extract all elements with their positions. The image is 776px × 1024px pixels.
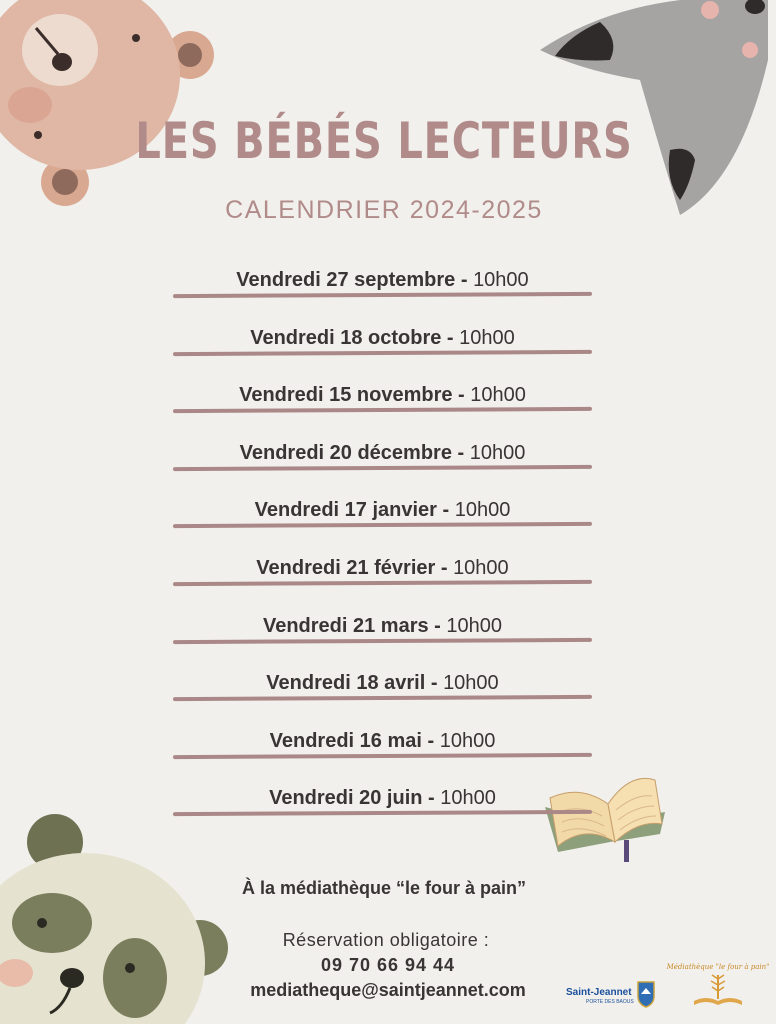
session-item	[165, 435, 600, 493]
session-date: Vendredi 17 janvier	[254, 499, 437, 522]
session-date: Vendredi 21 février	[256, 556, 436, 579]
session-date: Vendredi 16 mai	[269, 729, 422, 752]
library-logo	[666, 955, 770, 1013]
session-list	[165, 262, 600, 838]
session-separator: -	[451, 441, 470, 464]
session-item	[165, 492, 600, 550]
town-crest-icon	[636, 980, 656, 1008]
session-item	[165, 608, 600, 666]
session-item	[165, 262, 600, 320]
session-separator: -	[422, 787, 441, 810]
bear-illustration	[0, 0, 215, 210]
session-time: 10h00	[453, 556, 509, 579]
session-separator: -	[455, 269, 474, 291]
email-address[interactable]: mediatheque@saintjeannet.com	[250, 980, 526, 1000]
town-logo	[566, 972, 661, 1012]
session-separator: -	[452, 384, 471, 407]
session-date: Vendredi 15 novembre	[239, 384, 453, 407]
session-time: 10h00	[454, 499, 511, 522]
venue-text: À la médiathèque “le four à pain”	[241, 878, 527, 898]
session-time: 10h00	[470, 384, 526, 407]
reservation-label: Réservation obligatoire :	[282, 930, 490, 950]
session-item	[165, 377, 600, 435]
session-date: Vendredi 20 décembre	[239, 441, 452, 464]
page-title: LES BÉBÉS LECTEURS	[135, 112, 633, 170]
wheat-book-icon	[666, 955, 770, 1013]
phone-number[interactable]: 09 70 66 94 44	[320, 955, 456, 975]
session-date: Vendredi 27 septembre	[236, 269, 456, 291]
session-date: Vendredi 18 octobre	[250, 326, 442, 349]
session-date: Vendredi 21 mars	[262, 614, 429, 637]
library-logo-script: Médiathèque "le four à pain"	[666, 963, 770, 971]
session-item	[165, 723, 600, 781]
session-separator: -	[436, 499, 455, 522]
session-separator: -	[425, 672, 444, 695]
session-item	[165, 780, 600, 838]
town-logo-name: Saint-Jeannet	[566, 987, 632, 998]
session-time: 10h00	[469, 441, 526, 464]
session-separator: -	[441, 326, 460, 349]
page-subtitle: CALENDRIER 2024-2025	[225, 196, 543, 224]
session-item	[165, 665, 600, 723]
session-separator: -	[435, 556, 454, 579]
session-date: Vendredi 20 juin	[269, 787, 423, 810]
town-logo-tagline: PORTE DES BAOUS	[586, 999, 634, 1005]
session-item	[165, 320, 600, 378]
session-time: 10h00	[440, 787, 496, 810]
session-time: 10h00	[439, 729, 496, 752]
session-time: 10h00	[459, 326, 515, 349]
session-date: Vendredi 18 avril	[266, 672, 426, 695]
session-time: 10h00	[446, 614, 503, 637]
session-separator: -	[428, 614, 447, 637]
session-time: 10h00	[443, 672, 499, 695]
session-time: 10h00	[473, 269, 529, 291]
session-separator: -	[421, 729, 440, 752]
dog-illustration	[540, 0, 768, 220]
session-item	[165, 550, 600, 608]
